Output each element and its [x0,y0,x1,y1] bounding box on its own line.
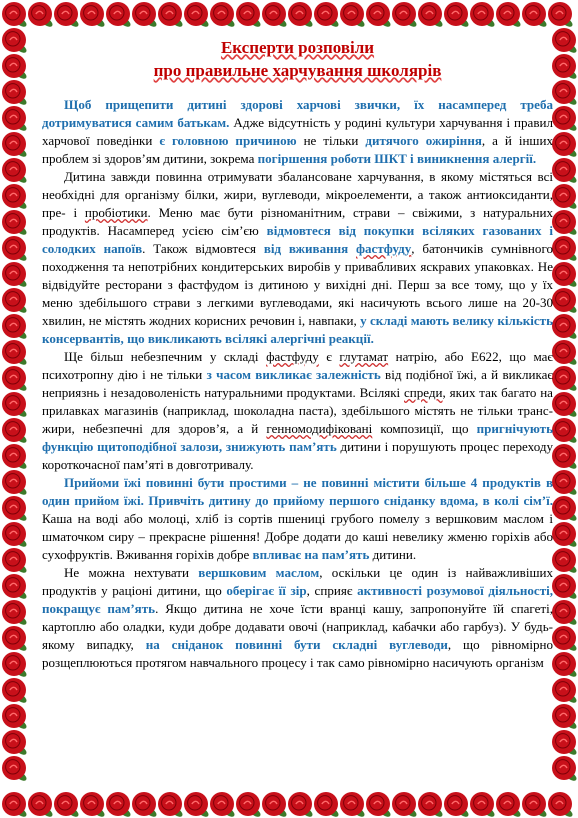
rose-icon [2,470,28,497]
rose-icon [54,2,80,29]
rose-icon [2,626,28,653]
rose-icon [552,366,578,393]
highlighted-text: вершковим маслом [198,565,320,580]
rose-icon [2,678,28,705]
article [42,36,553,818]
rose-icon [470,2,496,29]
rose-icon [2,262,28,289]
article-body [42,96,553,672]
rose-icon [2,522,28,549]
text-run: , батончиків сумнівного походження та непотрібних кондитерських виробів у привабливих яскравих упаковках. Не відвідуйте ресторани з фастфудом із дитиною у вихідні дні. Перш за все тому, що у їх меню здебільшого страви з легкими вуглеводами, які насичують всього лише на 20-30 хвилин, не містять жодних корисних речовин і, навпаки, [42,241,553,328]
highlighted-text: пригнічують функцію щитоподібної залози, знижують пам’ять [42,421,553,454]
text-run: . Якщо дитина не хоче їсти вранці кашу, запропонуйте їй спагеті, картоплю або оладки, куди добре додавати овочі (наприклад, кабачки або гарбуз). У будь-якому випадку, [42,601,553,652]
highlighted-text: активності розумової діяльності, покращує пам’ять [42,583,553,616]
rose-icon [552,470,578,497]
rose-icon [496,2,522,29]
rose-icon [552,184,578,211]
highlighted-text: є головною причиною [159,133,297,148]
rose-icon [2,340,28,367]
rose-icon [552,158,578,185]
rose-icon [444,2,470,29]
rose-icon [2,28,28,55]
text-run: . Також відмовтеся [142,241,264,256]
rose-icon [2,392,28,419]
text-run: . Меню має бути різноманітним, страви – свіжими, з натуральних продуктів. Насамперед усією сім’єю [42,205,553,238]
rose-icon [2,652,28,679]
rose-icon [552,626,578,653]
rose-icon [2,236,28,263]
rose-icon [2,106,28,133]
rose-icon [2,80,28,107]
text-run: пробіотики [84,205,148,220]
rose-icon [262,2,288,29]
rose-icon [288,2,314,29]
rose-icon [552,548,578,575]
rose-icon [184,2,210,29]
rose-icon [552,80,578,107]
highlighted-text: відмовтеся від покупки всіляких газованих і солодких напоїв [42,223,553,256]
text-run: натрію, або Е622, що має психотропну дію і не тільки [42,349,553,382]
text-run: , що рівномірно розщеплюються протягом навчального процесу і так само рівномірно насичують організм [42,637,553,670]
rose-icon [2,600,28,627]
rose-icon [2,184,28,211]
rose-icon [2,210,28,237]
rose-icon [236,2,262,29]
rose-icon [552,522,578,549]
text-run: Ще більш небезпечним у складі [64,349,267,364]
rose-icon [552,262,578,289]
title-line-1: Експерти розповіли [220,38,375,57]
text-run: композиції, що [372,421,477,436]
rose-icon [552,106,578,133]
rose-icon [2,548,28,575]
rose-icon [552,704,578,731]
rose-icon [548,2,574,29]
highlighted-text: на сніданок повинні бути складні вуглеводи [145,637,448,652]
paragraph [42,564,553,672]
rose-icon [418,2,444,29]
rose-icon [366,2,392,29]
highlighted-text: Щоб прищепити дитині здорові харчові звички, їх насамперед треба дотримуватися самим батькам. [42,97,553,130]
rose-icon [2,730,28,757]
rose-icon [2,54,28,81]
highlighted-text: фастфуду [356,241,412,256]
rose-icon [552,28,578,55]
text-run: не тільки [296,133,366,148]
rose-icon [28,2,54,29]
rose-icon [340,2,366,29]
rose-icon [2,2,28,29]
rose-icon [552,652,578,679]
rose-icon [392,2,418,29]
rose-icon [2,366,28,393]
rose-icon [2,444,28,471]
rose-icon [552,574,578,601]
highlighted-text: оберігає її зір [226,583,307,598]
text-run: глутамат [339,349,389,364]
highlighted-text: дитячого ожиріння [365,133,482,148]
text-run: Адже відсутність у родині культури харчування і правил харчової поведінки [42,115,553,148]
rose-icon [552,132,578,159]
rose-icon [2,132,28,159]
rose-icon [2,418,28,445]
rose-icon [2,574,28,601]
text-run: , сприяє [306,583,358,598]
text-run: Не можна нехтувати [64,565,199,580]
rose-icon [552,678,578,705]
rose-icon [2,314,28,341]
rose-icon [552,236,578,263]
highlighted-text: з часом викликає залежність [206,367,381,382]
text-run: , а й інших проблем зі здоров’ям дитини, зокрема [42,133,553,166]
highlighted-text: у складі мають велику кількість консервантів, що викликають всілякі алергічні реакції. [42,313,553,346]
rose-icon [2,496,28,523]
rose-icon [522,2,548,29]
text-run: від подібної їжі, а й викликає неприязнь і незадоволеність натуральними продуктами. Всілякі [42,367,553,400]
rose-icon [552,418,578,445]
rose-icon [132,2,158,29]
text-run: Каша на воді або молоці, хліб із сортів пшениці грубого помелу з вершковим маслом і шматочком сиру – прекрасне рішення! Добре додати до каші невелику жменю горіхів або сухофруктів. Вживання горіхів добре [42,511,553,562]
text-run: , оскільки це один із найважливіших продуктів у раціоні дитини, що [42,565,553,598]
highlighted-text: впливає на пам’ять [252,547,370,562]
rose-icon [314,2,340,29]
rose-icon [80,2,106,29]
rose-icon [2,288,28,315]
paragraph [42,168,553,348]
rose-icon [552,444,578,471]
rose-icon [552,340,578,367]
text-run: фастфуду [266,349,319,364]
text-run: є [318,349,340,364]
rose-icon [552,210,578,237]
article-title [42,36,553,82]
highlighted-text: Прийоми їжі повинні бути простими – не повинні містити більше 4 продуктів в один прийом їжі. Привчіть дитину до прийому першого сніданку вдома, в колі сім’ї. [42,475,553,508]
text-run: , яких так багато на прилавках магазинів (наприклад, шоколадна паста), здебільшого містять не тільки транс-жири, небезпечні для здоров’я, а й [42,385,553,436]
rose-icon [552,600,578,627]
rose-icon [210,2,236,29]
text-run: спреди [404,385,443,400]
rose-icon [552,756,578,783]
highlighted-text: погіршення роботи ШКТ і виникнення алергії. [257,151,537,166]
rose-icon [2,756,28,783]
paragraph [42,474,553,564]
title-line-2: про правильне харчування школярів [153,61,442,80]
paragraph [42,96,553,168]
rose-icon [552,288,578,315]
rose-icon [2,158,28,185]
rose-icon [552,54,578,81]
rose-icon [2,704,28,731]
rose-icon [158,2,184,29]
paragraph [42,348,553,474]
rose-icon [106,2,132,29]
text-run: генномодифіковані [266,421,373,436]
rose-icon [2,792,28,818]
text-run: Дитина завжди повинна отримувати збалансоване харчування, в якому містяться всі необхідні для організму білки, жири, вуглеводи, мікроелементи, а також антиоксиданти, пре- і [42,169,553,220]
rose-icon [552,314,578,341]
rose-icon [552,730,578,757]
highlighted-text: від вживання [263,241,356,256]
text-run: дитини і порушують процес переходу короткочасної пам’яті в довготривалу. [42,439,553,472]
rose-icon [552,496,578,523]
rose-icon [552,392,578,419]
text-run: дитини. [369,547,417,562]
